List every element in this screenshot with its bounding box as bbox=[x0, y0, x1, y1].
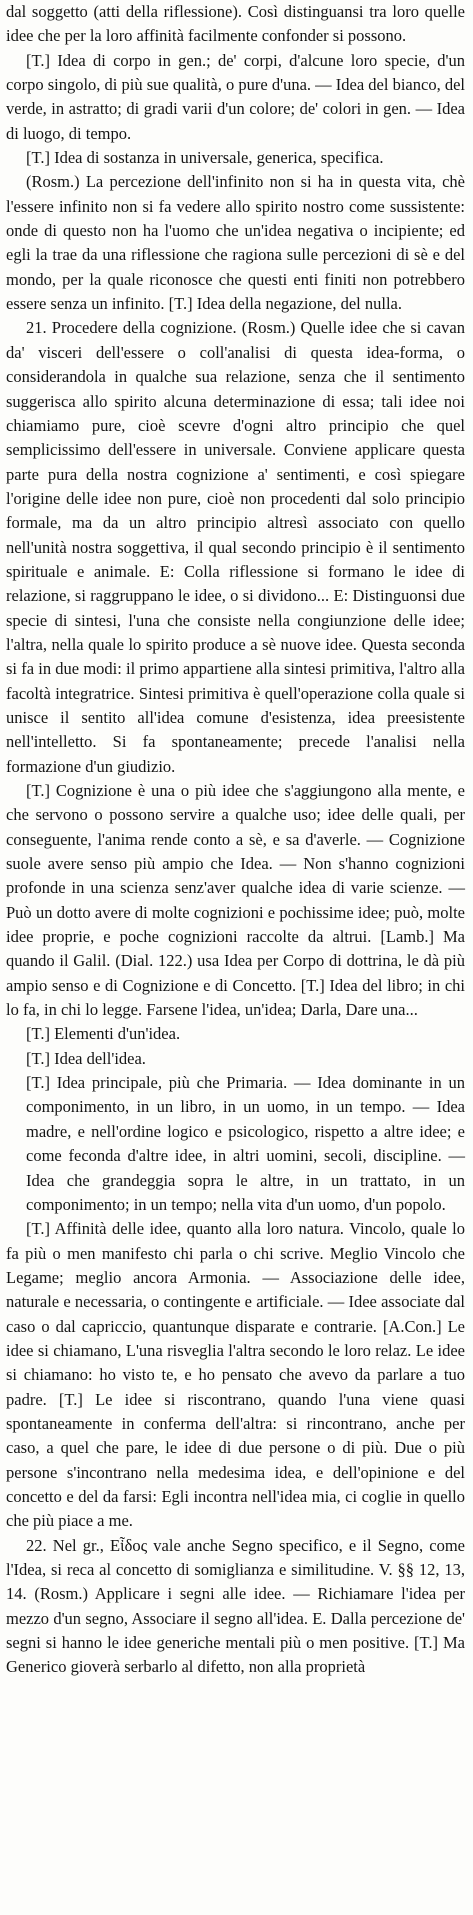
entry-section-21: 21. Procedere della cognizione. (Rosm.) Quelle idee che si cavan da' visceri dell'essere o coll'analisi di questa idea-forma, o considerandola in qualche sua relazione, senza che il sentimento suggerisca allo spirito alcuna determinazione di essa; tali idee noi chiamiamo pure, cioè scevre d'ogni altro principio che quel semplicissimo dell'essere in universale. Conviene applicare questa parte pura della nostra cognizione a' sentimenti, e così spiegare l'origine delle idee non pure, cioè non procedenti dal solo principio formale, ma da un altro principio altresì associato con quello nell'unità nostra soggettiva, il qual secondo principio è il sentimento spirituale e animale. E: Colla riflessione si formano le idee di relazione, si raggruppano le idee, o si dividono... E: Distinguonsi due specie di sintesi, l'una che consiste nella congiunzione delle idee; l'altra, nella quale lo spirito produce a sè nuove idee. Questa seconda si fa in due modi: il primo appartiene alla sintesi primitiva, l'altro alla facoltà integratrice. Sintesi primitiva è quell'operazione colla quale si unisce il sentito all'idea comune d'esistenza, idea preesistente nell'intelletto. Si fa spontaneamente; precede l'analisi nella formazione d'un giudizio. bbox=[6, 318, 465, 776]
entry-paragraph-continuation: dal soggetto (atti della riflessione). Così distinguansi tra loro quelle idee che per la loro affinità facilmente confonder si possono. bbox=[6, 2, 465, 46]
entry-subline-elementi: [T.] Elementi d'un'idea. bbox=[26, 1024, 181, 1044]
entry-subline-idea-dell-idea: [T.] Idea dell'idea. bbox=[26, 1048, 146, 1068]
entry-paragraph-infinito: (Rosm.) La percezione dell'infinito non si ha in questa vita, chè l'essere infinito non si fa vedere allo spirito nostro come sussistente: onde di questo non ha l'uomo che un'idea negativa o incipiente; ed egli la trae da una riflessione che ragiona sulle percezioni di sè e del mondo, per la quale riconosce che questi enti finiti non potrebbero essere senza un infinito. [T.] Idea della negazione, del nulla. bbox=[6, 172, 465, 314]
entry-paragraph-idea-corpo: [T.] Idea di corpo in gen.; de' corpi, d'alcune loro specie, d'un corpo singolo, di più sue qualità, o pure d'una. — Idea del bianco, del verde, in astratto; di gradi varii d'un colore; de' colori in gen. — Idea di luogo, di tempo. bbox=[6, 50, 465, 143]
entry-paragraph-idea-sostanza: [T.] Idea di sostanza in universale, generica, specifica. bbox=[26, 148, 384, 168]
entry-section-22: 22. Nel gr., Εἶδος vale anche Segno specifico, e il Segno, come l'Idea, si reca al concetto di somiglianza e similitudine. V. §§ 12, 13, 14. (Rosm.) Applicare i segni alle idee. — Richiamare l'idea per mezzo d'un segno, Associare il segno all'idea. E. Dalla percezione de' segni si hanno le idee generiche mentali più o men positive. [T.] Ma Generico gioverà serbarlo al difetto, non alla proprietà bbox=[6, 1535, 465, 1677]
entry-subline-idea-principale: [T.] Idea principale, più che Primaria. — Idea dominante in un componimento, in un libro, in un uomo, in un tempo. — Idea madre, e nell'ordine logico e psicologico, rispetto a altre idee; e come feconda d'altre idee, in altri uomini, secoli, discipline. — Idea che grandeggia sopra le altre, in un trattato, in un componimento; in un tempo; nella vita d'un uomo, d'un popolo. bbox=[26, 1073, 465, 1214]
dictionary-entry-column bbox=[6, 0, 465, 1680]
entry-paragraph-cognizione: [T.] Cognizione è una o più idee che s'aggiungono alla mente, e che servono o possono servire a qualche uso; idee delle quali, per conseguente, l'anima rende conto a sè, e sa d'averle. — Cognizione suole avere senso più ampio che Idea. — Non s'hanno cognizioni profonde in una scienza senz'aver qualche idea di varie scienze. — Può un dotto avere di molte cognizioni e pochissime idee; può, molte idee proprie, e poche cognizioni raccolte da altrui. [Lamb.] Ma quando il Galil. (Dial. 122.) usa Idea per Corpo di dottrina, le dà più ampio senso e di Cognizione e di Concetto. [T.] Idea del libro; in chi lo fa, in chi lo legge. Farsene l'idea, un'idea; Darla, Dare una... bbox=[6, 781, 465, 1020]
entry-paragraph-affinita: [T.] Affinità delle idee, quanto alla loro natura. Vincolo, quale lo fa più o men manifesto chi parla o chi scrive. Meglio Vincolo che Legame; meglio ancora Armonia. — Associazione delle idee, naturale e necessaria, o contingente e artificiale. — Idee associate dal caso o dal capriccio, quantunque disparate e contrarie. [A.Con.] Le idee si chiamano, L'una risveglia l'altra secondo le loro relaz. Le idee si chiamano: ho visto te, e ho pensato che avevo da parlare a tuo padre. [T.] Le idee si riscontrano, quando l'una viene quasi spontaneamente in conferma dell'altra: si rincontrano, anche per caso, a quel che pare, le idee di due persone o di più. Due o più persone s'incontrano nella medesima idea, e dell'opinione e del concetto e del da farsi: Egli incontra nell'idea mia, ci coglie in quello che più piace a me. bbox=[6, 1219, 465, 1531]
